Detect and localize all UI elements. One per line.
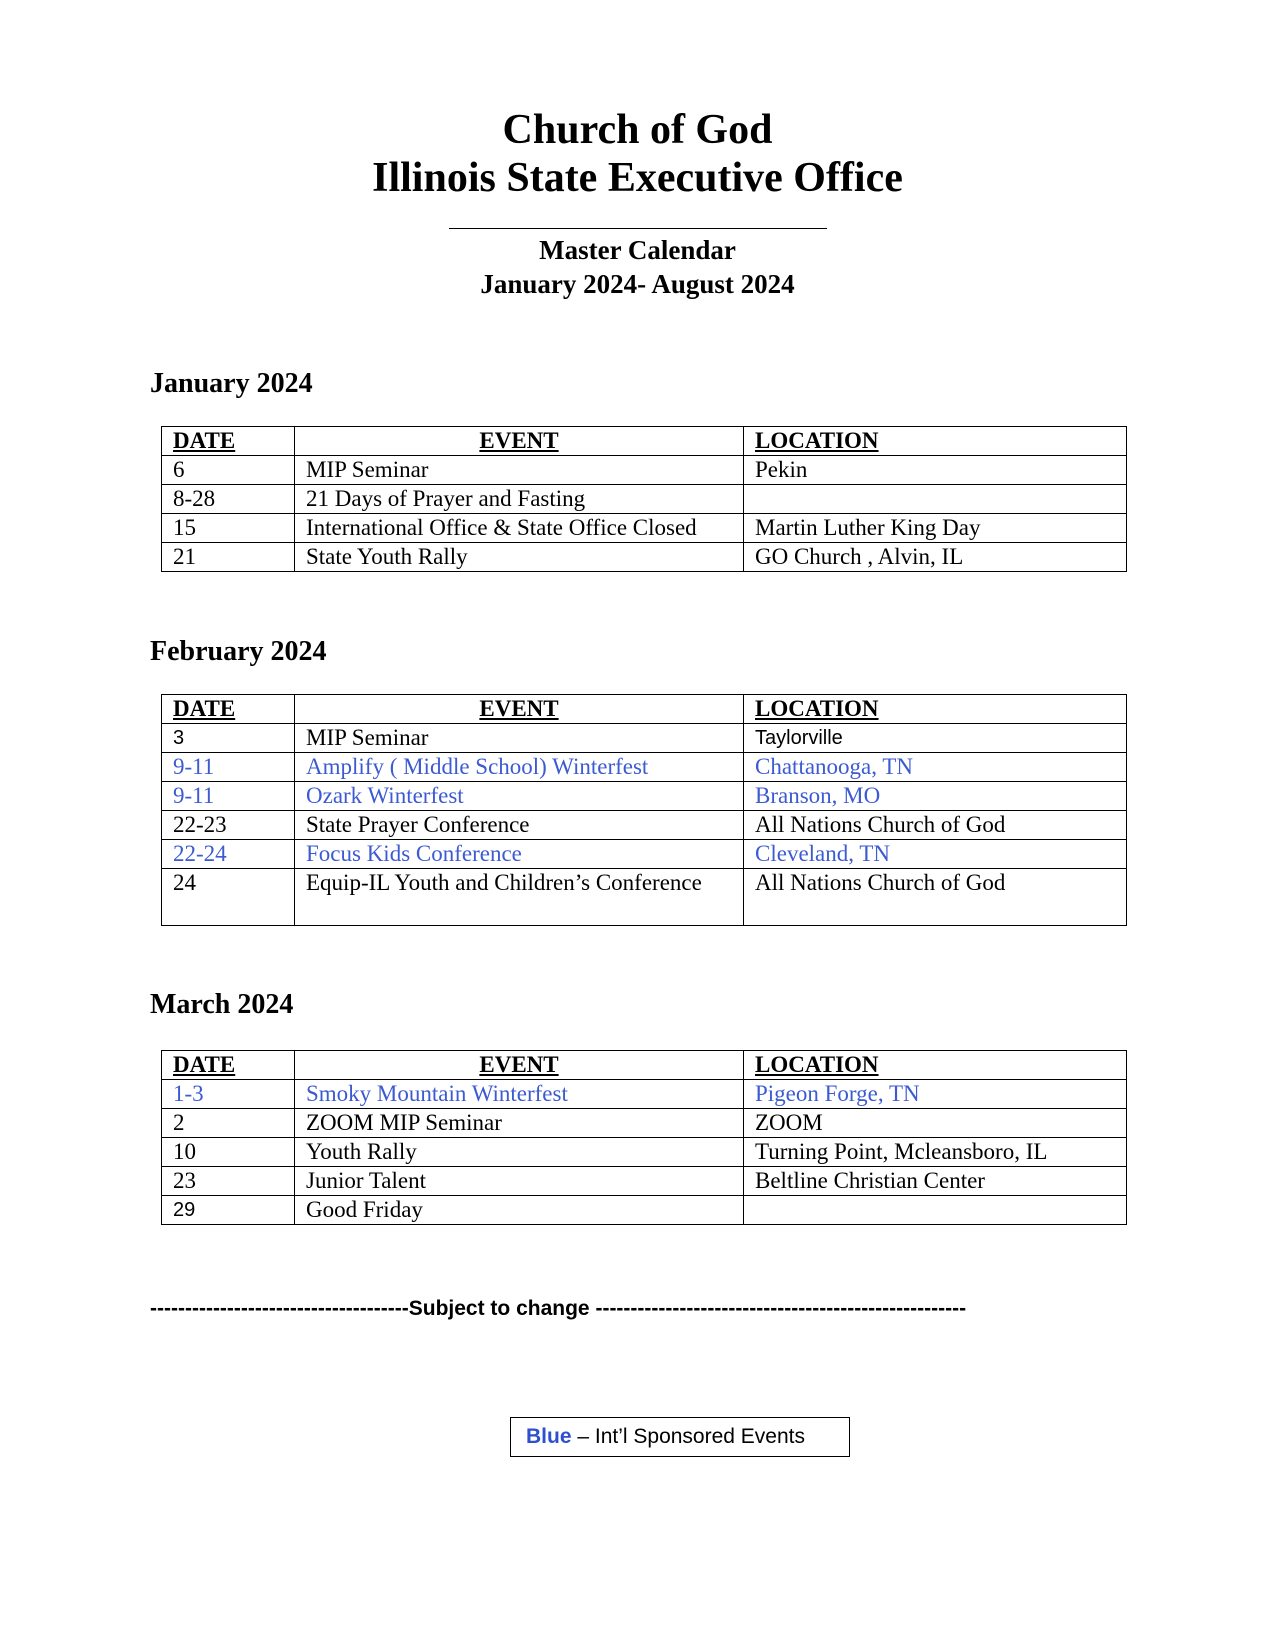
- location-cell: Branson, MO: [744, 782, 1127, 811]
- event-cell: Ozark Winterfest: [295, 782, 744, 811]
- table-row: [162, 1138, 1127, 1167]
- location-cell: All Nations Church of God: [744, 811, 1127, 840]
- calendar-name: Master Calendar: [539, 235, 736, 265]
- table-row: [162, 869, 1127, 926]
- month-heading-january: January 2024: [150, 368, 313, 399]
- table-row: [162, 456, 1127, 485]
- table-row-intl: [162, 840, 1127, 869]
- location-cell: Pekin: [744, 456, 1127, 485]
- event-cell: International Office & State Office Closed: [295, 514, 744, 543]
- date-cell: 22-24: [162, 840, 295, 869]
- subject-to-change-text: Subject to change: [408, 1297, 590, 1320]
- location-column-header: LOCATION: [744, 1051, 1127, 1080]
- table-row-intl: [162, 753, 1127, 782]
- location-cell: ZOOM: [744, 1109, 1127, 1138]
- event-cell: Equip-IL Youth and Children’s Conference: [295, 869, 744, 926]
- org-name: Church of God: [502, 107, 773, 153]
- event-cell: Smoky Mountain Winterfest: [295, 1080, 744, 1109]
- date-cell: 9-11: [162, 782, 295, 811]
- date-cell: 29: [162, 1196, 295, 1225]
- event-cell: MIP Seminar: [295, 724, 744, 753]
- date-cell: 8-28: [162, 485, 295, 514]
- event-column-header: EVENT: [295, 1051, 744, 1080]
- date-cell: 1-3: [162, 1080, 295, 1109]
- location-cell: Martin Luther King Day: [744, 514, 1127, 543]
- table-header-row: [162, 695, 1127, 724]
- office-name: Illinois State Executive Office: [372, 155, 903, 201]
- location-cell: All Nations Church of God: [744, 869, 1127, 926]
- location-column-header: LOCATION: [744, 427, 1127, 456]
- calendar-range: January 2024- August 2024: [480, 269, 795, 299]
- date-cell: 10: [162, 1138, 295, 1167]
- date-cell: 23: [162, 1167, 295, 1196]
- date-cell: 24: [162, 869, 295, 926]
- event-cell: 21 Days of Prayer and Fasting: [295, 485, 744, 514]
- table-row: [162, 1109, 1127, 1138]
- event-cell: Amplify ( Middle School) Winterfest: [295, 753, 744, 782]
- location-cell: Turning Point, Mcleansboro, IL: [744, 1138, 1127, 1167]
- location-cell: GO Church , Alvin, IL: [744, 543, 1127, 572]
- dash-line-left: -------------------------------------: [150, 1297, 409, 1320]
- date-cell: 9-11: [162, 753, 295, 782]
- location-cell: [744, 1196, 1127, 1225]
- color-legend: [510, 1417, 850, 1457]
- dash-line-right: -----------------------------------------------------: [595, 1297, 967, 1320]
- calendar-title: [0, 233, 1275, 301]
- location-cell: Pigeon Forge, TN: [744, 1080, 1127, 1109]
- event-cell: State Prayer Conference: [295, 811, 744, 840]
- title-divider: [449, 228, 827, 229]
- location-cell: Cleveland, TN: [744, 840, 1127, 869]
- date-cell: 22-23: [162, 811, 295, 840]
- event-column-header: EVENT: [295, 695, 744, 724]
- table-row: [162, 1167, 1127, 1196]
- table-row: [162, 514, 1127, 543]
- table-row: [162, 811, 1127, 840]
- table-row-intl: [162, 782, 1127, 811]
- event-cell: Focus Kids Conference: [295, 840, 744, 869]
- date-cell: 2: [162, 1109, 295, 1138]
- legend-color-word: Blue: [526, 1425, 572, 1448]
- table-row-intl: [162, 1080, 1127, 1109]
- table-row: [162, 724, 1127, 753]
- org-title: [0, 106, 1275, 202]
- event-column-header: EVENT: [295, 427, 744, 456]
- table-row: [162, 1196, 1127, 1225]
- calendar-table-march: [161, 1050, 1127, 1225]
- table-row: [162, 543, 1127, 572]
- legend-text: – Int’l Sponsored Events: [571, 1425, 805, 1448]
- location-cell: Taylorville: [744, 724, 1127, 753]
- date-column-header: DATE: [162, 695, 295, 724]
- date-cell: 3: [162, 724, 295, 753]
- event-cell: Youth Rally: [295, 1138, 744, 1167]
- event-cell: ZOOM MIP Seminar: [295, 1109, 744, 1138]
- date-cell: 15: [162, 514, 295, 543]
- calendar-table-january: [161, 426, 1127, 572]
- event-cell: Good Friday: [295, 1196, 744, 1225]
- calendar-table-february: [161, 694, 1127, 926]
- month-heading-march: March 2024: [150, 989, 294, 1020]
- table-header-row: [162, 427, 1127, 456]
- date-column-header: DATE: [162, 427, 295, 456]
- location-cell: Chattanooga, TN: [744, 753, 1127, 782]
- subject-to-change-note: [150, 1295, 1150, 1323]
- location-cell: Beltline Christian Center: [744, 1167, 1127, 1196]
- month-heading-february: February 2024: [150, 636, 327, 667]
- event-cell: State Youth Rally: [295, 543, 744, 572]
- location-cell: [744, 485, 1127, 514]
- table-row: [162, 485, 1127, 514]
- location-column-header: LOCATION: [744, 695, 1127, 724]
- date-cell: 6: [162, 456, 295, 485]
- table-header-row: [162, 1051, 1127, 1080]
- date-column-header: DATE: [162, 1051, 295, 1080]
- event-cell: Junior Talent: [295, 1167, 744, 1196]
- event-cell: MIP Seminar: [295, 456, 744, 485]
- date-cell: 21: [162, 543, 295, 572]
